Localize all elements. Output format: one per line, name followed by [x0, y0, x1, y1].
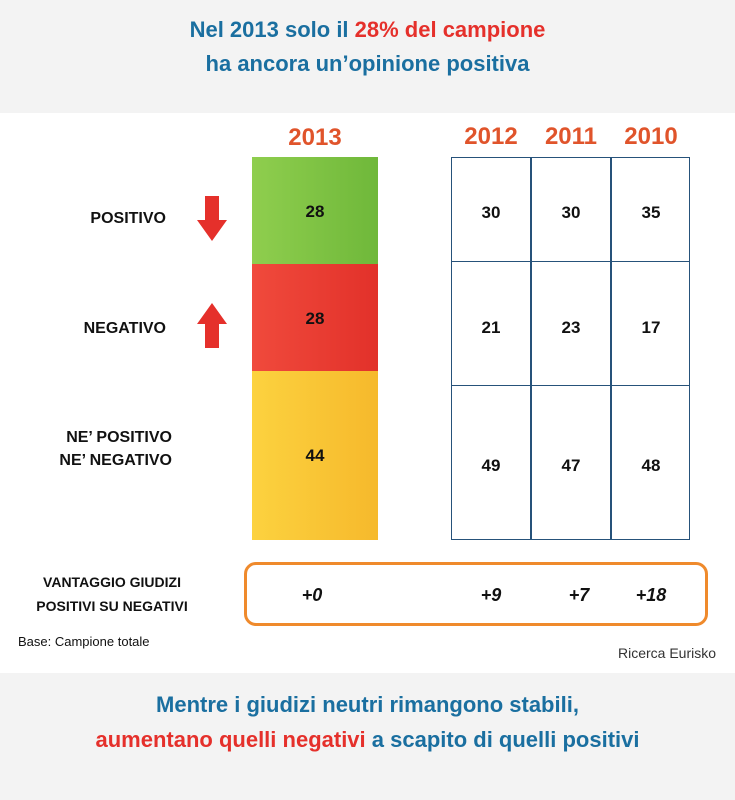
- row-label-positivo: POSITIVO: [90, 210, 166, 227]
- advantage-2012: +9: [480, 585, 502, 605]
- bar-value-label: 44: [305, 446, 325, 465]
- down-arrow-icon: [196, 196, 228, 242]
- caption-highlight: aumentano quelli negativi: [95, 727, 366, 752]
- table-cell: 35: [641, 203, 661, 222]
- bar-value-label: 28: [305, 309, 325, 328]
- row-label-neutro-2: NE’ NEGATIVO: [59, 452, 172, 469]
- advantage-label-2: POSITIVI SU NEGATIVI: [36, 598, 188, 614]
- caption-text: a scapito di quelli positivi: [365, 727, 640, 752]
- header-text: Nel 2013 solo il: [189, 17, 355, 42]
- advantage-2013: +0: [301, 585, 323, 605]
- base-note: Base: Campione totale: [18, 634, 150, 649]
- table-cell: 21: [481, 318, 501, 337]
- up-arrow-icon: [196, 302, 228, 348]
- bar-value-label: 28: [305, 202, 325, 221]
- table-cell: 48: [641, 456, 661, 475]
- header-line-2: ha ancora un’opinione positiva: [205, 51, 530, 76]
- row-label-negativo: NEGATIVO: [83, 320, 166, 337]
- advantage-2011: +7: [568, 585, 590, 605]
- table-cell: 47: [561, 456, 581, 475]
- caption-line-2: [0, 727, 735, 753]
- table-cell: 30: [481, 203, 501, 222]
- source-note: Ricerca Eurisko: [617, 645, 716, 661]
- year-2011: 2011: [544, 123, 598, 150]
- year-2012: 2012: [464, 123, 518, 150]
- caption-line-1: Mentre i giudizi neutri rimangono stabili,: [156, 692, 579, 717]
- year-2010: 2010: [624, 123, 678, 150]
- advantage-2010: +18: [635, 585, 667, 605]
- advantage-label-1: VANTAGGIO GIUDIZI: [43, 574, 181, 590]
- table-cell: 49: [481, 456, 501, 475]
- table-cell: 17: [641, 318, 661, 337]
- header-line-1: [0, 17, 735, 43]
- row-label-neutro-1: NE’ POSITIVO: [66, 429, 172, 446]
- chart-title: 2013: [288, 124, 342, 151]
- table-cell: 23: [561, 318, 581, 337]
- table-cell: 30: [561, 203, 581, 222]
- header-highlight: 28% del campione: [354, 17, 546, 42]
